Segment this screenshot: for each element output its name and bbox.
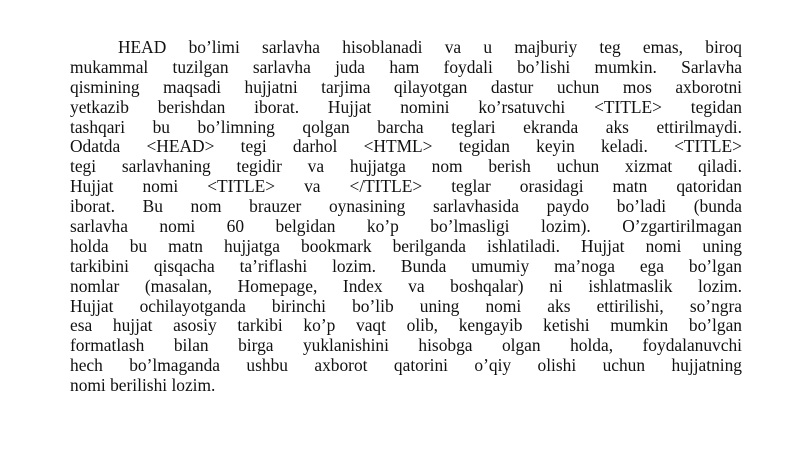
paragraph-line: tegi sarlavhaning tegidir va hujjatga nom berish uchun xizmat qiladi. — [70, 156, 742, 177]
paragraph-line: yetkazib berishdan iborat. Hujjat nomini ko’rsatuvchi <TITLE> tegidan — [70, 96, 742, 117]
paragraph-line: sarlavha nomi 60 belgidan ko’p bo’lmasligi lozim). O’zgartirilmagan — [70, 216, 742, 237]
paragraph-line: nomi berilishi lozim. — [70, 375, 216, 396]
paragraph-line: tarkibini qisqacha ta’riflashi lozim. Bunda umumiy ma’noga ega bo’lgan — [70, 255, 742, 276]
paragraph-line: nomlar (masalan, Homepage, Index va boshqalar) ni ishlatmaslik lozim. — [70, 275, 742, 296]
paragraph-line: holda bu matn hujjatga bookmark berilganda ishlatiladi. Hujjat nomi uning — [70, 235, 742, 256]
paragraph-line: hech bo’lmaganda ushbu axborot qatorini o’qiy olishi uchun hujjatning — [70, 355, 742, 376]
paragraph-line: Hujjat nomi <TITLE> va </TITLE> teglar orasidagi matn qatoridan — [70, 176, 742, 197]
body-paragraph — [70, 38, 742, 396]
paragraph-line: esa hujjat asosiy tarkibi ko’p vaqt olib, kengayib ketishi mumkin bo’lgan — [70, 315, 742, 336]
paragraph-line: iborat. Bu nom brauzer oynasining sarlavhasida paydo bo’ladi (bunda — [70, 196, 742, 217]
paragraph-line: formatlash bilan birga yuklanishini hisobga olgan holda, foydalanuvchi — [70, 335, 742, 356]
paragraph-line: mukammal tuzilgan sarlavha juda ham foydali bo’lishi mumkin. Sarlavha — [70, 56, 742, 77]
paragraph-line: tashqari bu bo’limning qolgan barcha teglari ekranda aks ettirilmaydi. — [70, 116, 742, 137]
paragraph-line: Hujjat ochilayotganda birinchi bo’lib uning nomi aks ettirilishi, so’ngra — [70, 295, 742, 316]
paragraph-line: qismining maqsadi hujjatni tarjima qilayotgan dastur uchun mos axborotni — [70, 76, 742, 97]
paragraph-line: Odatda <HEAD> tegi darhol <HTML> tegidan keyin keladi. <TITLE> — [70, 136, 742, 157]
paragraph-line: HEAD bo’limi sarlavha hisoblanadi va u majburiy teg emas, biroq — [118, 37, 742, 57]
